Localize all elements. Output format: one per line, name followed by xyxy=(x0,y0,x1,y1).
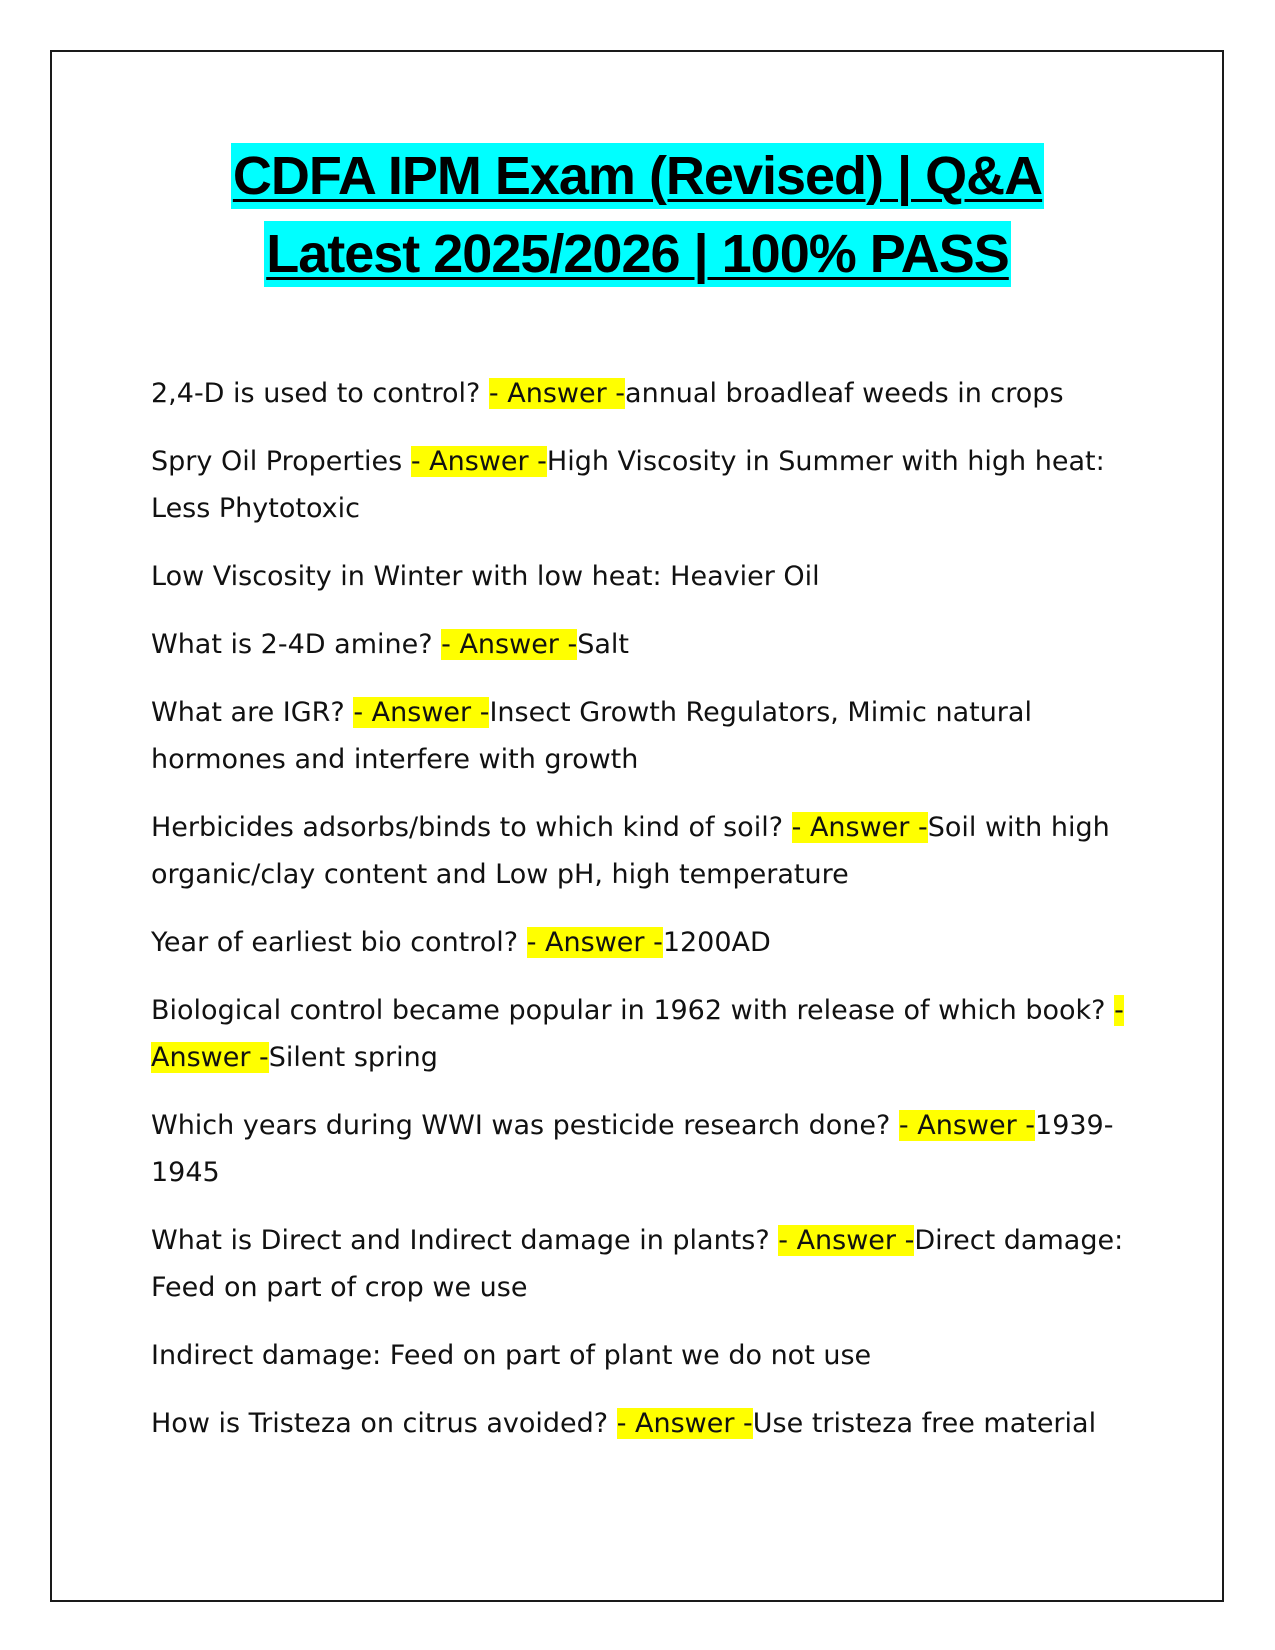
answer-marker: - Answer - xyxy=(898,1110,1036,1141)
question-text: Which years during WWI was pesticide research done? xyxy=(151,1110,899,1141)
answer-text: 1939-1945 xyxy=(151,1110,1114,1188)
question-text: What are IGR? xyxy=(151,697,354,728)
answer-text: Use tristeza free material xyxy=(752,1408,1097,1439)
question-text: What is 2-4D amine? xyxy=(151,629,442,660)
qa-item xyxy=(151,1102,1126,1196)
document-title xyxy=(0,143,1275,299)
answer-marker: - Answer - xyxy=(151,995,1124,1073)
answer-text: Insect Growth Regulators, Mimic natural hormones and interfere with growth xyxy=(151,697,1032,775)
answer-marker: - Answer - xyxy=(488,378,626,409)
qa-item xyxy=(151,621,1126,668)
question-text: 2,4-D is used to control? xyxy=(151,378,489,409)
qa-item xyxy=(151,919,1126,966)
answer-text: Direct damage: Feed on part of crop we use xyxy=(151,1225,1124,1303)
question-text: Spry Oil Properties xyxy=(151,446,411,477)
answer-marker: - Answer - xyxy=(791,812,928,843)
answer-marker: - Answer - xyxy=(616,1408,753,1439)
title-line-2: Latest 2025/2026 | 100% PASS xyxy=(264,221,1011,287)
qa-item xyxy=(151,438,1126,532)
qa-list xyxy=(151,370,1126,1468)
answer-text: annual broadleaf weeds in crops xyxy=(625,378,1064,409)
qa-item xyxy=(151,1400,1126,1447)
continuation-text: Low Viscosity in Winter with low heat: Heavier Oil xyxy=(151,561,820,592)
answer-marker: - Answer - xyxy=(526,927,663,958)
qa-item xyxy=(151,987,1126,1081)
title-line-1: CDFA IPM Exam (Revised) | Q&A xyxy=(231,143,1044,209)
answer-marker: - Answer - xyxy=(353,697,490,728)
question-text: What is Direct and Indirect damage in plants? xyxy=(151,1225,779,1256)
qa-item xyxy=(151,370,1126,417)
answer-text: Silent spring xyxy=(268,1042,438,1073)
continuation-text: Indirect damage: Feed on part of plant we do not use xyxy=(151,1340,872,1371)
answer-text: Salt xyxy=(577,629,630,660)
answer-marker: - Answer - xyxy=(441,629,578,660)
answer-marker: - Answer - xyxy=(778,1225,915,1256)
question-text: Herbicides adsorbs/binds to which kind of soil? xyxy=(151,812,792,843)
question-text: Biological control became popular in 1962 with release of which book? xyxy=(151,995,1115,1026)
question-text: Year of earliest bio control? xyxy=(151,927,527,958)
answer-text: 1200AD xyxy=(662,927,771,958)
answer-text: High Viscosity in Summer with high heat: Less Phytotoxic xyxy=(151,446,1105,524)
qa-item xyxy=(151,804,1126,898)
answer-text: Soil with high organic/clay content and Low pH, high temperature xyxy=(151,812,1110,890)
qa-item xyxy=(151,689,1126,783)
qa-item xyxy=(151,1217,1126,1311)
answer-marker: - Answer - xyxy=(410,446,547,477)
question-text: How is Tristeza on citrus avoided? xyxy=(151,1408,617,1439)
